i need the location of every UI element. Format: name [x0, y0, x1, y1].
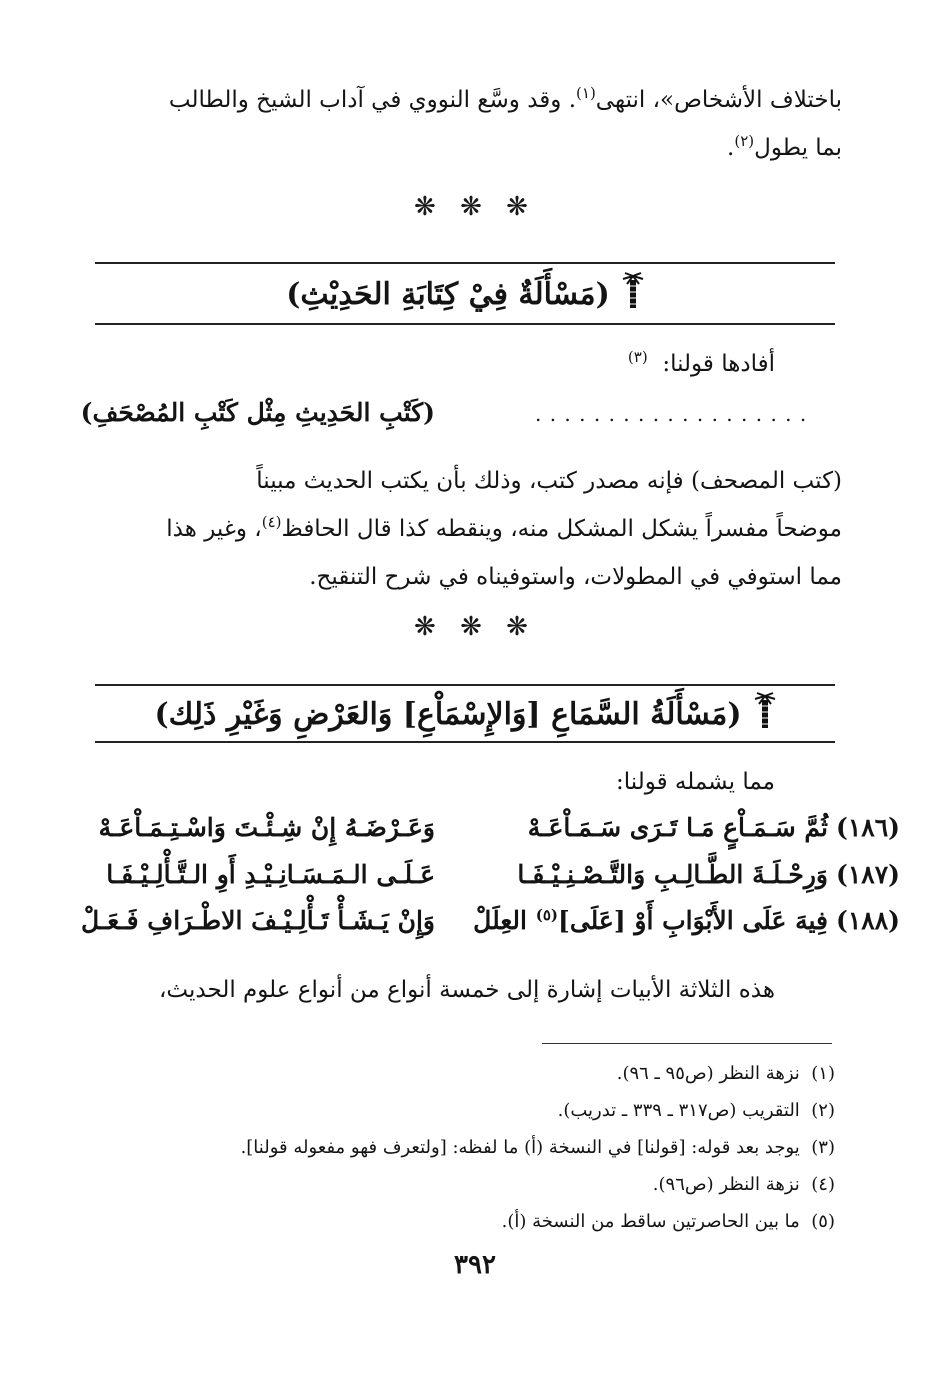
paragraph-line	[90, 505, 842, 553]
body-paragraph-1	[90, 457, 842, 601]
footnote-number: (٤)	[811, 1174, 835, 1195]
footnote-ref[interactable]: (٥)	[535, 906, 558, 924]
footnote-item	[90, 1092, 835, 1129]
verse-second-half: وَعَـرْضَـهُ إِنْ شِـئْـتَ وَاسْـتِـمَـاْعَـهْ	[98, 813, 435, 842]
intro-line: مما يشمله قولنا:	[616, 769, 775, 795]
footnote-ref[interactable]: (٢)	[734, 132, 755, 150]
footnote-item	[90, 1203, 835, 1240]
footnote-text: نزهة النظر (ص٩٦).	[652, 1174, 800, 1195]
verse-dots: . . . . . . . . . . . . . . . . . . .	[535, 402, 808, 426]
footnote-number: (٢)	[811, 1100, 835, 1121]
text-run: فِيهَ عَلَى الأَبْوَابِ أَوْ [عَلَى]	[557, 906, 828, 935]
verse-half: (كَتْبِ الحَدِيثِ مِثْل كَتْبِ المُصْحَفِ)	[80, 398, 435, 427]
paragraph-line	[90, 76, 842, 124]
footnote-text: ما بين الحاصرتين ساقط من النسخة (أ).	[501, 1211, 800, 1232]
footnote-ref[interactable]: (٤)	[261, 513, 282, 531]
paragraph-line	[90, 124, 842, 172]
paragraph-line: مما استوفي في المطولات، واستوفيناه في شرح التنقيح.	[309, 564, 842, 590]
heading-text: (مَسْأَلَةٌ فِيْ كِتَابَةِ الحَدِيْثِ)	[286, 277, 610, 312]
verse-number: (١٨٧)	[836, 860, 900, 889]
text-run: موضحاً مفسراً يشكل المشكل منه، وينقطه كذا قال الحافظ	[281, 516, 842, 542]
footnote-item	[90, 1129, 835, 1166]
footnote-item	[90, 1055, 835, 1092]
section-heading-hadith-writing	[95, 272, 835, 320]
footnote-number: (٥)	[811, 1211, 835, 1232]
verse-number: (١٨٦)	[836, 813, 900, 842]
heading-rule-bottom	[95, 741, 835, 743]
heading-rule-top	[95, 262, 835, 264]
footnote-text: نزهة النظر (ص٩٥ ـ ٩٦).	[616, 1063, 800, 1084]
text-run: بما يطول	[754, 135, 842, 161]
footnote-separator	[542, 1043, 832, 1044]
text-run: . وقد وسَّع النووي في آداب الشيخ والطالب	[168, 87, 577, 113]
verse-second-half: وَإِنْ يَـشَـأْ تَـأْلِـيْـفَ الاطْـرَافِ فَـعَـلْ	[81, 906, 435, 935]
footnote-text: يوجد بعد قوله: [قولنا] في النسخة (أ) ما لفظه: [ولتعرف فهو مفعوله قولنا].	[240, 1137, 800, 1158]
footnote-number: (١)	[811, 1063, 835, 1084]
heading-text: (مَسْأَلَةُ السَّمَاعِ [وَالإِسْمَاْعِ] وَالعَرْضِ وَغَيْرِ ذَلِك)	[154, 697, 742, 732]
heading-rule-bottom	[95, 323, 835, 325]
verse-first-half	[468, 906, 828, 935]
section-separator: ❋ ❋ ❋	[414, 192, 536, 222]
footnote-number: (٣)	[811, 1137, 835, 1158]
footnote-item	[90, 1166, 835, 1203]
verse-second-half: عَـلَـى الـمَـسَـانِـيْـدِ أَوِ الـتَّـأْلِـيْـفَـا	[106, 860, 435, 889]
page-number: ٣٩٢	[454, 1250, 496, 1280]
footnote-ref[interactable]: (١)	[576, 84, 596, 102]
text-run: العِلَلْ	[473, 906, 527, 935]
verse-first-half: وَرِحْـلَـةَ الطَّـالِـبِ وَالتَّـصْـنِـيْـفَـا	[517, 860, 828, 889]
text-run: .	[727, 135, 735, 161]
verse-number: (١٨٨)	[836, 906, 900, 935]
footnote-ref[interactable]: (٣)	[627, 348, 648, 366]
section-heading-hearing	[95, 692, 835, 740]
intro-text: أفادها قولنا:	[662, 351, 775, 377]
body-paragraph-2: هذه الثلاثة الأبيات إشارة إلى خمسة أنواع من أنواع علوم الحديث،	[158, 977, 775, 1003]
palm-ornament-icon	[622, 272, 644, 320]
palm-ornament-icon	[754, 692, 776, 740]
paragraph-line: (كتب المصحف) فإنه مصدر كتب، وذلك بأن يكتب الحديث مبيناً	[256, 468, 842, 494]
heading-rule-top	[95, 684, 835, 686]
footnote-text: التقريب (ص٣١٧ ـ ٣٣٩ ـ تدريب).	[557, 1100, 800, 1121]
verse-first-half: ثُمَّ سَـمَـاْعٍ مَـا تَـرَى سَـمَـاْعَـهْ	[527, 813, 828, 842]
text-run: ، وغير هذا	[166, 516, 262, 542]
section-separator: ❋ ❋ ❋	[414, 612, 536, 642]
text-run: باختلاف الأشخاص»، انتهى	[595, 87, 842, 113]
footnotes	[90, 1055, 835, 1240]
intro-line	[90, 340, 775, 388]
continued-paragraph	[90, 76, 842, 172]
